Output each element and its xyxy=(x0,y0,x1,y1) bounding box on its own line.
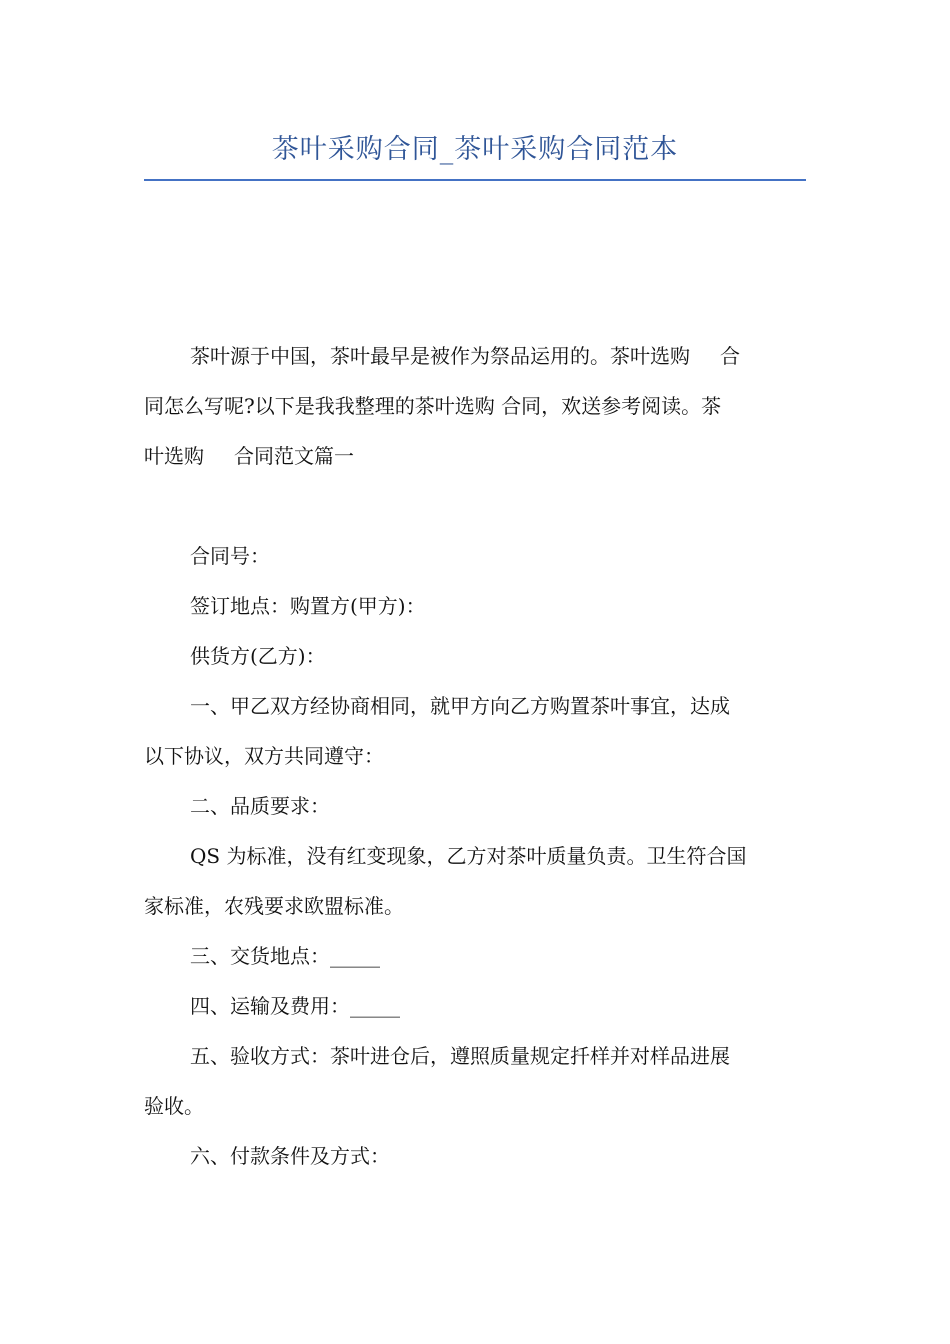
clause-2-body-line-2: 家标准，农残要求欧盟标准。 xyxy=(144,894,404,918)
clause-3 xyxy=(144,931,806,981)
clause-6-heading: 六、付款条件及方式： xyxy=(190,1144,390,1168)
sign-place-label: 签订地点：购置方(甲方)： xyxy=(190,594,426,618)
clause-4-blank: _____ xyxy=(350,994,400,1018)
clause-2-heading: 二、品质要求： xyxy=(190,794,330,818)
intro-line-2: 同怎么写呢?以下是我我整理的茶叶选购 合同，欢送参考阅读。茶 xyxy=(144,394,722,418)
contract-number-label: 合同号： xyxy=(190,544,270,568)
supplier-label: 供货方(乙方)： xyxy=(190,644,326,668)
clause-4-text: 四、运输及费用： xyxy=(190,994,350,1018)
title-underline xyxy=(144,179,806,181)
contract-body xyxy=(144,531,806,1181)
clause-4 xyxy=(144,981,806,1031)
intro-line-1-tail: 合 xyxy=(720,344,740,368)
clause-5-line-1: 五、验收方式：茶叶进仓后，遵照质量规定扦样并对样品进展 xyxy=(190,1044,730,1068)
clause-2-body-line-1: QS 为标准，没有红变现象，乙方对茶叶质量负责。卫生符合国 xyxy=(190,844,747,868)
intro-line-3-tail: 合同范文篇一 xyxy=(234,444,354,468)
document-title: 茶叶采购合同_茶叶采购合同范本 xyxy=(271,134,679,165)
intro-line-1-text: 茶叶源于中国，茶叶最早是被作为祭品运用的。茶叶选购 xyxy=(190,344,690,368)
clause-3-text: 三、交货地点： xyxy=(190,944,330,968)
intro-line-3-text: 叶选购 xyxy=(144,444,204,468)
clause-5-line-2: 验收。 xyxy=(144,1094,204,1118)
clause-1-line-1: 一、甲乙双方经协商相同，就甲方向乙方购置茶叶事宜，达成 xyxy=(190,694,730,718)
intro-line-1 xyxy=(144,331,806,381)
intro-paragraph xyxy=(144,331,806,481)
clause-1-line-2: 以下协议，双方共同遵守： xyxy=(144,744,384,768)
clause-3-blank: _____ xyxy=(330,944,380,968)
intro-line-3 xyxy=(144,431,806,481)
